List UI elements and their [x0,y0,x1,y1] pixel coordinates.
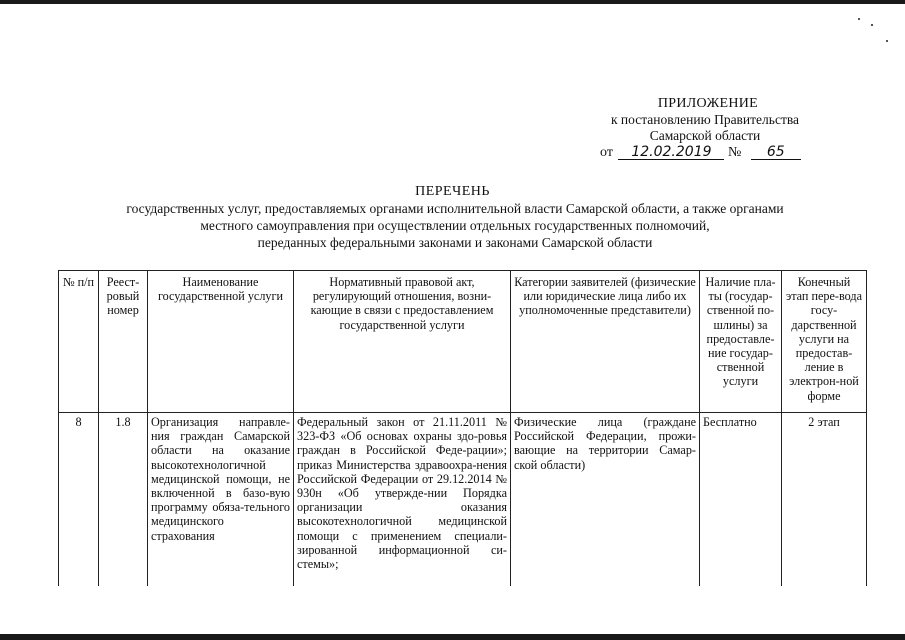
header-fee: Наличие пла-ты (государ-ственной по-шлины) за предоставле-ние государ-ственной услуги [700,271,782,413]
header-legal-act: Нормативный правовой акт, регулирующий отношения, возни-кающие в связи с предоставлением государственной услуги [294,271,511,413]
scan-speck [858,18,860,20]
table-header-row [59,271,867,413]
header-registry: Реест-ровый номер [99,271,148,413]
subtitle-line: переданных федеральными законами и законами Самарской области [257,235,653,250]
header-num: № п/п [59,271,99,413]
appendix-dateline [600,145,801,161]
document-subtitle [70,200,840,251]
handwritten-number: 65 [751,145,801,160]
number-label: № [727,145,742,160]
cell-stage: 2 этап [782,413,867,587]
scan-edge-top [0,0,905,4]
cell-legal-act: Федеральный закон от 21.11.2011 № 323-ФЗ «Об основах охраны здо-ровья граждан в Российской Феде-рации»; приказ Министерства здравоохра-нения Российской Федерации от 29.12.2014 № 930н «Об утвержде-нии Порядка организации оказания высокотехнологичной медицинской помощи с применением специали-зированной информационной си-стемы»; [294,413,511,587]
cell-fee: Бесплатно [700,413,782,587]
cell-num: 8 [59,413,99,587]
appendix-title: ПРИЛОЖЕНИЕ [657,96,758,111]
document-title: ПЕРЕЧЕНЬ [415,184,490,199]
header-stage: Конечный этап пере-вода госу-дарственной услуги на предостав-ление в электрон-ной форме [782,271,867,413]
scan-speck [871,24,873,26]
header-service: Наименование государственной услуги [148,271,294,413]
table-row [59,413,867,587]
subtitle-line: государственных услуг, предоставляемых органами исполнительной власти Самарской области, а также органами [126,201,784,216]
appendix-line-1: к постановлению Правительства [610,112,800,127]
date-prefix: от [600,145,613,160]
cell-registry: 1.8 [99,413,148,587]
handwritten-date: 12.02.2019 [618,145,724,160]
appendix-line-2: Самарской области [649,128,761,143]
subtitle-line: местного самоуправления при осуществлении отдельных государственных полномочий, [200,218,710,233]
cell-applicants: Физические лица (граждане Российской Федерации, прожи-вающие на территории Самар-ской области) [511,413,700,587]
appendix-block [560,96,850,144]
scan-speck [886,40,888,42]
cell-service: Организация направле-ния граждан Самарской области на оказание высокотехнологичной медицинской помощи, не включенной в базо-вую программу обяза-тельного медицинского страхования [148,413,294,587]
header-applicants: Категории заявителей (физические или юридические лица либо их уполномоченные представители) [511,271,700,413]
scan-edge-bottom [0,634,905,640]
services-table [58,270,867,586]
